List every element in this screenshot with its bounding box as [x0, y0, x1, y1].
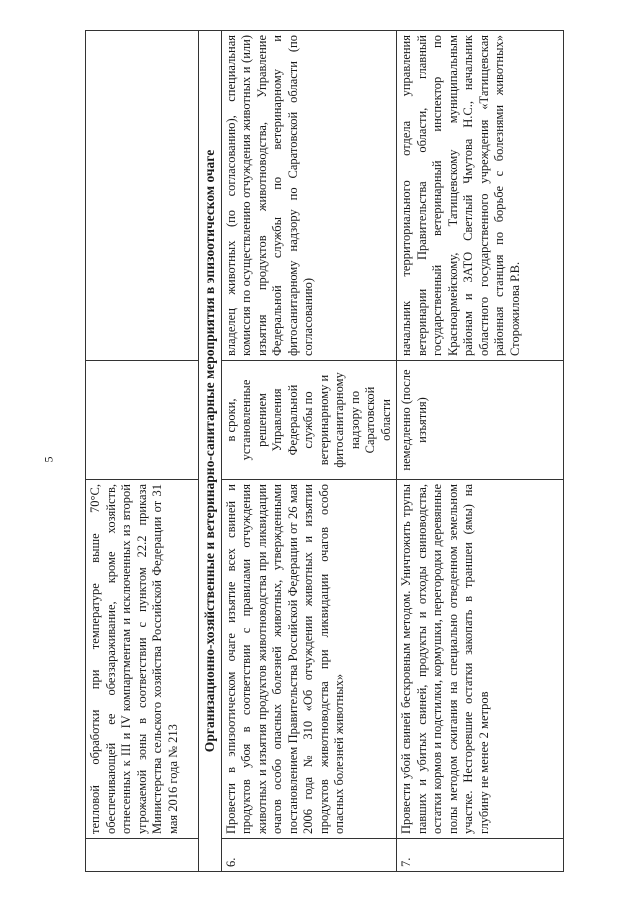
- table-row: [86, 31, 199, 872]
- table-row: [397, 31, 564, 872]
- section-header-row: [199, 31, 222, 872]
- section-title: Организационно-хозяйственные и ветеринарно-санитарные мероприятия в эпизоотическом очаге: [199, 31, 222, 872]
- row-number: 7.: [397, 839, 564, 872]
- page-number: 5: [41, 456, 56, 463]
- term-text: [86, 361, 199, 480]
- term-text: немедленно (после изъятия): [397, 361, 564, 480]
- measure-text: Провести в эпизоотическом очаге изъятие всех свиней и продуктов убоя в соответствии с правилами отчуждения животных и изъятия продуктов животноводства при ликвидации очагов особо опасных болезней животных, утвержденными постановлением Правительства Российской Федерации от 26 мая 2006 года № 310 «Об отчуждении животных и изъятии продуктов животноводства при ликвидации очагов особо опасных болезней животных»: [221, 480, 397, 839]
- row-number: [86, 839, 199, 872]
- table-row: [221, 31, 397, 872]
- row-number: 6.: [221, 839, 397, 872]
- term-text: в сроки, установленные решением Управления Федеральной службы по ветеринарному и фитосанитарному надзору по Саратовской области: [221, 361, 397, 480]
- responsible-text: [86, 31, 199, 361]
- measure-text: Провести убой свиней бескровным методом. Уничтожить трупы павших и убитых свиней, продукты и отходы свиноводства, остатки кормов и подстилки, кормушки, перегородки деревянные полы методом сжигания на специально отведенном земельном участке. Несгоревшие остатки закопать в траншеи (ямы) на глубину не менее 2 метров: [397, 480, 564, 839]
- measures-table: [85, 30, 564, 872]
- responsible-text: начальник территориального отдела управления ветеринарии Правительства области, главный государственный ветеринарный инспектор по Красноармейскому, Татищевскому муниципальным районам и ЗАТО Светлый Чмутова Н.С., начальник областного государственного учреждения «Татищевская районная станция по борьбе с болезнями животных» Сторожилова Р.В.: [397, 31, 564, 361]
- document-page: [85, 30, 563, 872]
- measure-text: тепловой обработки при температуре выше 70°С, обеспечивающей ее обеззараживание, кроме хозяйств, отнесенных к III и IV компартментам и исключенных из второй угрожаемой зоны в соответствии с пунктом 22.2 приказа Министерства сельского хозяйства Российской Федерации от 31 мая 2016 года № 213: [86, 480, 199, 839]
- responsible-text: владелец животных (по согласованию), специальная комиссия по осуществлению отчуждения животных и (или) изъятия продуктов животноводства, Управление Федеральной службы по ветеринарному и фитосанитарному надзору по Саратовской области (по согласованию): [221, 31, 397, 361]
